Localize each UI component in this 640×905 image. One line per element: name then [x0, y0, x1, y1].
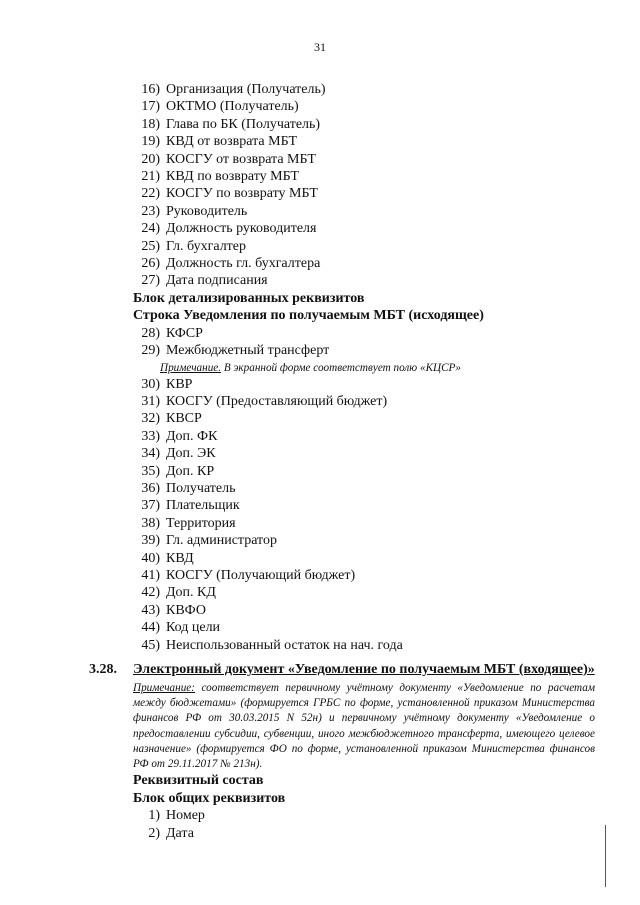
section-3-28 [89, 661, 595, 842]
inline-note-text: В экранной форме соответствует полю «КЦСР» [221, 361, 461, 374]
heading-general-block: Блок общих реквизитов [133, 790, 286, 806]
list-item [133, 584, 593, 601]
list-item-number: 19) [141, 134, 160, 150]
list-item [133, 151, 593, 168]
list-item [133, 203, 593, 220]
list-item-number: 37) [141, 498, 160, 514]
list-top [133, 81, 593, 290]
margin-line [605, 825, 606, 887]
section-note-text: соответствует первичному учётному документу «Уведомление по расчетам между бюджетами» (формируется ГРБС по форме, установленной приказом Министерства финансов РФ от 30.03.2015 N 52н) и первичному учётному документу «Уведомление о предоставлении субсидии, субвенции, иного межбюджетного трансферта, имеющего целевое назначение» (формируется ФО по форме, установленной приказом Министерства финансов РФ от 29.11.2017 № 213н). [133, 682, 595, 771]
list-item-text: Доп. КР [166, 463, 215, 479]
heading-outgoing-row: Строка Уведомления по получаемым МБТ (исходящее) [133, 308, 484, 324]
list-item-text: Гл. администратор [166, 533, 277, 549]
list-item [133, 550, 593, 567]
list-item-number: 1) [148, 808, 160, 824]
list-item [133, 532, 593, 549]
list-item-number: 29) [141, 343, 160, 359]
list-item-text: Неиспользованный остаток на нач. года [166, 637, 403, 653]
list-item-number: 16) [141, 82, 160, 97]
inline-note [160, 360, 593, 376]
list-item-text: Межбюджетный трансферт [166, 343, 330, 359]
list-item-number: 18) [141, 116, 160, 132]
list-item-number: 27) [141, 273, 160, 289]
list-item [133, 81, 593, 98]
list-item [133, 480, 593, 497]
list-item-text: Доп. ФК [166, 428, 218, 444]
list-item [133, 567, 593, 584]
list-item-text: Плательщик [166, 498, 240, 514]
list-item-number: 43) [141, 602, 160, 618]
list-item [133, 376, 593, 393]
list-item-text: Доп. ЭК [166, 446, 216, 462]
list-item-number: 35) [141, 463, 160, 479]
list-item-text: КВД от возврата МБТ [166, 134, 297, 150]
list-item-text: Должность гл. бухгалтера [166, 255, 321, 271]
list-item-number: 26) [141, 255, 160, 271]
list-item-text: Глава по БК (Получатель) [166, 116, 321, 132]
list-section [133, 807, 593, 842]
list-item-number: 38) [141, 515, 160, 531]
list-item-text: Должность руководителя [166, 221, 317, 237]
list-item [133, 825, 593, 842]
list-item [133, 602, 593, 619]
list-item-text: Гл. бухгалтер [166, 238, 247, 254]
list-item [133, 325, 593, 342]
list-item [133, 342, 593, 359]
list-item [133, 807, 593, 824]
list-item-number: 31) [141, 394, 160, 410]
page-number: 31 [314, 40, 326, 54]
list-item [133, 255, 593, 272]
list-item [133, 98, 593, 115]
section-note [133, 681, 595, 772]
list-item-number: 2) [148, 825, 160, 841]
list-item-number: 44) [141, 620, 160, 636]
list-item [133, 637, 593, 654]
list-item-number: 30) [141, 376, 160, 392]
list-item-number: 17) [141, 99, 160, 115]
list-item-text: КВД [166, 550, 194, 566]
list-item-text: КВД по возврату МБТ [166, 168, 299, 184]
list-item-text: Номер [166, 808, 205, 824]
list-item-text: КОСГУ от возврата МБТ [166, 151, 316, 167]
list-item [133, 272, 593, 289]
list-item-text: КВР [166, 376, 193, 392]
list-item-number: 24) [141, 221, 160, 237]
list-item [133, 238, 593, 255]
list-item-text: Код цели [166, 620, 221, 636]
list-item-number: 28) [141, 325, 160, 341]
inline-note-label: Примечание. [160, 361, 222, 374]
list-item-text: Получатель [166, 481, 236, 496]
list-item [133, 515, 593, 532]
list-item-number: 23) [141, 203, 160, 219]
list-item-text: Руководитель [166, 203, 248, 219]
list-item-text: КОСГУ по возврату МБТ [166, 186, 318, 202]
list-item-text: Территория [166, 515, 236, 531]
list-item-number: 39) [141, 533, 160, 549]
list-item-text: КОСГУ (Предоставляющий бюджет) [166, 394, 388, 410]
heading-composition: Реквизитный состав [133, 773, 264, 789]
list-item-text: Доп. КД [166, 585, 216, 601]
list-item [133, 116, 593, 133]
list-item [133, 185, 593, 202]
list-item [133, 445, 593, 462]
list-item-text: Организация (Получатель) [166, 82, 326, 97]
list-item [133, 220, 593, 237]
list-item-number: 20) [141, 151, 160, 167]
list-item-number: 36) [141, 481, 160, 496]
list-bottom [133, 376, 593, 654]
list-item-number: 45) [141, 637, 160, 653]
list-item-number: 32) [141, 411, 160, 427]
list-mid [133, 325, 593, 360]
list-item-text: КВФО [166, 602, 207, 618]
list-item-number: 40) [141, 550, 160, 566]
list-item-number: 42) [141, 585, 160, 601]
requisites-list-continued [133, 81, 593, 654]
list-item-text: КВСР [166, 411, 202, 427]
list-item [133, 619, 593, 636]
list-item-text: КФСР [166, 325, 203, 341]
list-item-text: КОСГУ (Получающий бюджет) [166, 567, 356, 583]
section-note-label: Примечание: [133, 682, 195, 694]
list-item [133, 497, 593, 514]
list-item-number: 21) [141, 168, 160, 184]
list-item-number: 33) [141, 428, 160, 444]
section-number: 3.28. [89, 662, 117, 677]
list-item-text: Дата [166, 825, 194, 841]
list-item [133, 393, 593, 410]
list-item-text: Дата подписания [166, 273, 268, 289]
list-item [133, 463, 593, 480]
section-title: Электронный документ «Уведомление по получаемым МБТ (входящее)» [133, 662, 595, 677]
heading-detail-block: Блок детализированных реквизитов [133, 290, 365, 306]
list-item [133, 410, 593, 427]
list-item [133, 133, 593, 150]
list-item [133, 428, 593, 445]
list-item-number: 41) [141, 567, 160, 583]
list-item-number: 22) [141, 186, 160, 202]
list-item-text: ОКТМО (Получатель) [166, 99, 299, 115]
list-item-number: 25) [141, 238, 160, 254]
list-item [133, 168, 593, 185]
list-item-number: 34) [141, 446, 160, 462]
